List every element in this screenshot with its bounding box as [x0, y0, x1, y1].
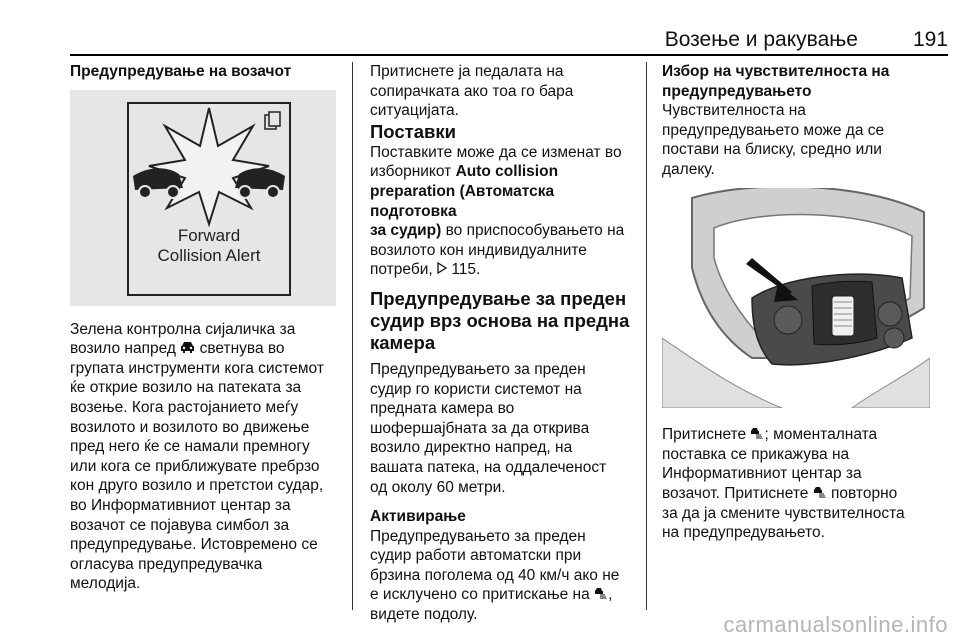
- body-line: поставка се прикажува на: [662, 445, 850, 463]
- section-title: Возење и ракување: [664, 28, 858, 51]
- body-line: кон друго возило и претстои судар,: [70, 477, 324, 495]
- body-line: Притиснете ја педалата на: [370, 63, 564, 80]
- alert-display-frame: [127, 102, 291, 296]
- body-line: Информативниот центар за: [662, 465, 862, 483]
- page-number: 191: [912, 28, 948, 51]
- body-line: за судир) во приспособувањето на: [370, 222, 625, 240]
- body-line: предупредувањето може да се: [662, 121, 885, 139]
- body-line: изборникот Auto collision: [370, 163, 559, 181]
- body-line: Предупредувањето за преден: [370, 360, 586, 378]
- body-line: постави на блиску, средно или: [662, 141, 882, 159]
- body-line: ситуацијата.: [370, 102, 459, 120]
- menu-item-name: Auto collision: [455, 163, 559, 181]
- body-line: далеку.: [662, 160, 715, 178]
- steering-wheel-illustration: [662, 188, 930, 408]
- body-line: огласува предупредувачка: [70, 555, 263, 573]
- body-line: возило директно напред, на: [370, 439, 573, 457]
- body-line: судир работи автоматски при: [370, 547, 582, 565]
- body-line: предупредување. Истовремено се: [70, 536, 318, 554]
- body-line-with-icon: е исклучено со притискање на ,: [370, 586, 613, 604]
- body-line: или кога се приближувате пребрзо: [70, 457, 320, 475]
- body-line: Зелена контролна сијаличка за: [70, 320, 296, 338]
- forward-collision-alert-figure: [70, 90, 336, 306]
- body-line: во Информативниот центар за: [70, 496, 291, 514]
- body-line: Чувствителноста на: [662, 102, 806, 120]
- collision-alert-button-icon: [594, 587, 608, 599]
- body-line: ќе открие возило на патеката за: [70, 379, 302, 397]
- column-divider-2: [646, 62, 647, 610]
- column-3: [662, 62, 938, 543]
- column-2: [370, 62, 638, 625]
- vehicle-ahead-icon: [180, 341, 195, 353]
- sensitivity-heading: предупредувањето: [662, 82, 812, 100]
- body-line: брзина поголема од 40 км/ч ако не: [370, 566, 620, 584]
- body-line: сопирачката ако тоа го бара: [370, 82, 574, 100]
- body-line: на предупредувањето.: [662, 524, 825, 542]
- body-line-with-icon: возило напред светнува во: [70, 340, 285, 358]
- sensitivity-heading: Избор на чувствителноста на: [662, 63, 890, 80]
- body-line-with-icon: Притиснете ; моменталната: [662, 426, 878, 444]
- column-1: [70, 62, 342, 594]
- body-line: предната камера во: [370, 400, 515, 418]
- running-header: [70, 28, 948, 52]
- body-line: Поставките може да се изменат во: [370, 143, 622, 161]
- column-divider-1: [352, 62, 353, 610]
- body-line: Предупредувањето за преден: [370, 527, 586, 545]
- body-line: мелодија.: [70, 575, 141, 593]
- body-line: од околу 60 метри.: [370, 478, 506, 496]
- body-line: возилото и возилото во движење: [70, 418, 310, 436]
- settings-heading: Поставки: [370, 120, 456, 142]
- body-line: вашата патека, на оддалеченост: [370, 458, 607, 476]
- figure-id-icon: [263, 110, 281, 132]
- collision-alert-button-icon: [750, 427, 764, 439]
- camera-warning-heading: Предупредување за преден судир врз основа на предна камера: [370, 287, 630, 353]
- body-line: возење. Кога растојанието меѓу: [70, 398, 299, 416]
- body-line: судир го користи системот на: [370, 380, 582, 398]
- body-line: возачот се појавува симбол за: [70, 516, 290, 534]
- driver-alert-heading: Предупредување на возачот: [70, 63, 292, 80]
- body-line: возилото кон индивидуалните: [370, 241, 587, 259]
- body-line: за да ја смените чувствителноста: [662, 504, 905, 522]
- body-line: шофершајбната за да открива: [370, 419, 590, 437]
- body-line: пред него ќе се намали премногу: [70, 438, 310, 456]
- body-line-with-icon: возачот. Притиснете повторно: [662, 484, 898, 502]
- body-line: групата инструменти кога системот: [70, 359, 324, 377]
- menu-item-name: preparation (Автоматска подготовка: [370, 182, 555, 220]
- figure-label-collision-alert: Collision Alert: [157, 245, 261, 265]
- header-rule: [70, 54, 948, 56]
- body-line-with-ref: потреби, 115.: [370, 261, 481, 279]
- activation-heading: Активирање: [370, 508, 466, 526]
- watermark: carmanualsonline.info: [723, 612, 948, 637]
- body-line: видете подолу.: [370, 606, 478, 624]
- figure-label-forward: Forward: [177, 225, 241, 245]
- collision-alert-button-icon: [813, 486, 827, 498]
- page-reference-triangle-icon: [437, 262, 447, 274]
